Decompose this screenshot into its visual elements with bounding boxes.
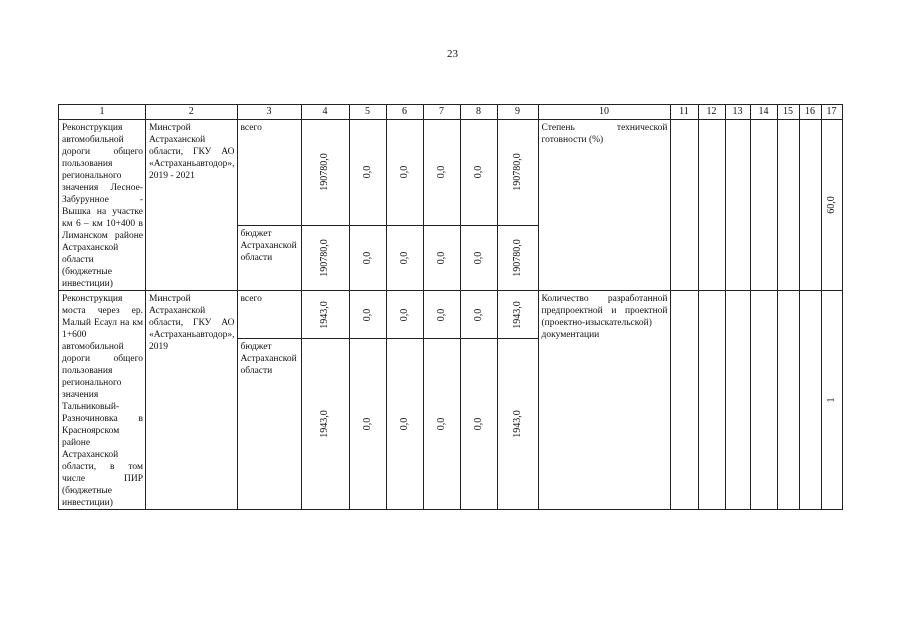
empty-cell bbox=[725, 120, 750, 291]
funding-source: бюджет Астраханской области bbox=[240, 228, 297, 263]
value-col17: 60,0 bbox=[825, 196, 837, 214]
funding-source: всего bbox=[240, 294, 262, 304]
value-col7: 0,0 bbox=[435, 251, 447, 265]
indicator-cell bbox=[538, 291, 670, 510]
header-cell: 6 bbox=[386, 105, 423, 120]
header-cell: 15 bbox=[777, 105, 799, 120]
empty-cell bbox=[799, 120, 821, 291]
value-cell bbox=[423, 120, 460, 226]
empty-cell bbox=[698, 291, 725, 510]
header-cell: 7 bbox=[423, 105, 460, 120]
value-col8: 0,0 bbox=[472, 251, 484, 265]
header-cell: 17 bbox=[821, 105, 842, 120]
executor-cell bbox=[146, 291, 238, 510]
header-cell: 16 bbox=[799, 105, 821, 120]
value-col4: 1943,0 bbox=[319, 300, 330, 329]
header-cell: 14 bbox=[750, 105, 777, 120]
value-col9: 190780,0 bbox=[511, 153, 523, 192]
header-cell: 1 bbox=[59, 105, 146, 120]
executor: Минстрой Астраханской области, ГКУ АО «Астраханьавтодор», 2019 bbox=[149, 294, 235, 352]
header-cell: 4 bbox=[301, 105, 349, 120]
empty-cell bbox=[698, 120, 725, 291]
executor-cell bbox=[146, 120, 238, 291]
header-cell: 5 bbox=[349, 105, 386, 120]
executor: Минстрой Астраханской области, ГКУ АО «Астраханьавтодор», 2019 - 2021 bbox=[149, 123, 235, 181]
indicator: Степень технической готовности (%) bbox=[541, 123, 668, 145]
value-cell bbox=[821, 120, 842, 291]
value-cell bbox=[497, 120, 538, 226]
value-cell bbox=[301, 225, 349, 290]
funding-source: бюджет Астраханской области bbox=[240, 342, 297, 377]
empty-cell bbox=[750, 120, 777, 291]
value-cell bbox=[386, 291, 423, 339]
value-cell bbox=[349, 120, 386, 226]
source-cell bbox=[237, 339, 301, 510]
value-cell bbox=[423, 225, 460, 290]
program-table bbox=[58, 104, 843, 510]
value-cell bbox=[349, 225, 386, 290]
object-name: Реконструкция моста через ер. Малый Есаул на км 1+600 автомобильной дороги общего пользования регионального значения Тальниковый-Разночиновка в Красноярском районе Астраханской области, в том числе ПИР (бюджетные инвестиции) bbox=[62, 294, 143, 508]
header-cell: 8 bbox=[460, 105, 497, 120]
table-row bbox=[59, 291, 843, 339]
source-cell bbox=[237, 291, 301, 339]
value-col9: 190780,0 bbox=[511, 239, 523, 277]
value-col5: 0,0 bbox=[361, 417, 373, 431]
source-cell bbox=[237, 120, 301, 226]
header-cell: 2 bbox=[146, 105, 238, 120]
value-col5: 0,0 bbox=[361, 166, 373, 179]
value-col7: 0,0 bbox=[435, 166, 447, 179]
object-name-cell bbox=[59, 291, 146, 510]
value-cell bbox=[423, 339, 460, 510]
value-cell bbox=[386, 120, 423, 226]
empty-cell bbox=[799, 291, 821, 510]
object-name-cell bbox=[59, 120, 146, 291]
indicator: Количество разработанной предпроектной и проектной (проектно-изыскательской) документации bbox=[541, 294, 668, 340]
value-col17: 1 bbox=[825, 397, 837, 403]
empty-cell bbox=[725, 291, 750, 510]
value-col6: 0,0 bbox=[398, 251, 410, 265]
empty-cell bbox=[777, 291, 799, 510]
table-row bbox=[59, 120, 843, 226]
value-cell bbox=[460, 339, 497, 510]
page-number: 23 bbox=[447, 48, 458, 60]
empty-cell bbox=[750, 291, 777, 510]
header-cell: 12 bbox=[698, 105, 725, 120]
value-col6: 0,0 bbox=[398, 166, 410, 179]
value-col6: 0,0 bbox=[398, 417, 410, 431]
value-cell bbox=[460, 225, 497, 290]
value-col4: 190780,0 bbox=[319, 153, 330, 192]
value-cell bbox=[301, 120, 349, 226]
empty-cell bbox=[777, 120, 799, 291]
value-cell bbox=[349, 339, 386, 510]
source-cell bbox=[237, 225, 301, 290]
empty-cell bbox=[670, 120, 698, 291]
value-col9: 1943,0 bbox=[511, 300, 523, 329]
value-col8: 0,0 bbox=[472, 308, 484, 321]
value-col9: 1943,0 bbox=[511, 410, 523, 438]
value-cell bbox=[460, 120, 497, 226]
value-col8: 0,0 bbox=[472, 166, 484, 179]
value-col6: 0,0 bbox=[398, 308, 410, 321]
value-cell bbox=[497, 339, 538, 510]
header-cell: 9 bbox=[497, 105, 538, 120]
header-cell: 13 bbox=[725, 105, 750, 120]
value-cell bbox=[301, 291, 349, 339]
empty-cell bbox=[670, 291, 698, 510]
value-col5: 0,0 bbox=[361, 308, 373, 321]
indicator-cell bbox=[538, 120, 670, 291]
value-cell bbox=[386, 225, 423, 290]
header-cell: 10 bbox=[538, 105, 670, 120]
value-col4: 1943,0 bbox=[319, 410, 330, 438]
value-cell bbox=[460, 291, 497, 339]
value-cell bbox=[349, 291, 386, 339]
value-cell bbox=[423, 291, 460, 339]
header-row bbox=[59, 105, 843, 120]
value-col8: 0,0 bbox=[472, 417, 484, 431]
header-cell: 11 bbox=[670, 105, 698, 120]
funding-source: всего bbox=[240, 123, 262, 133]
value-cell bbox=[386, 339, 423, 510]
value-cell bbox=[497, 225, 538, 290]
header-cell: 3 bbox=[237, 105, 301, 120]
value-cell bbox=[497, 291, 538, 339]
value-cell bbox=[301, 339, 349, 510]
value-col7: 0,0 bbox=[435, 308, 447, 321]
object-name: Реконструкция автомобильной дороги общего пользования регионального значения Лесное-Забурунное - Вышка на участке км 6 – км 10+400 в Лиманском районе Астраханской области (бюджетные инвестиции) bbox=[62, 123, 143, 289]
value-col7: 0,0 bbox=[435, 417, 447, 431]
value-cell bbox=[821, 291, 842, 510]
value-col5: 0,0 bbox=[361, 251, 373, 265]
value-col4: 190780,0 bbox=[319, 239, 330, 277]
